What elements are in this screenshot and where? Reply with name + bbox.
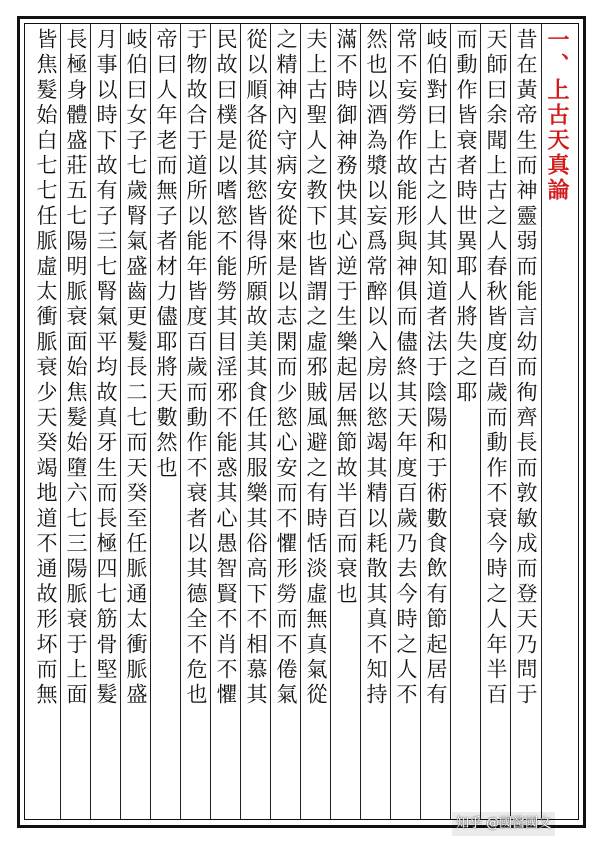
text-column-1: 昔在黃帝生而神靈弱而能言幼而徇齊長而敦敏成而登天乃問于 — [514, 28, 538, 709]
column-rule — [360, 24, 361, 819]
column-rule — [240, 24, 241, 819]
text-column-13: 帝曰人年老而無子者材力儘耶將天數然也 — [154, 28, 178, 482]
text-column-10: 從以順各從其慾皆得所願故美其食任其服樂其俗高下不相慕其 — [244, 28, 268, 709]
column-rule — [510, 24, 511, 819]
column-rule — [270, 24, 271, 819]
column-rule — [90, 24, 91, 819]
column-rule — [180, 24, 181, 819]
column-rule — [330, 24, 331, 819]
text-column-11: 民故曰樸是以嗜慾不能勞其目淫邪不能惑其心愚智賢不肖不懼 — [214, 28, 238, 709]
column-rule — [541, 24, 542, 819]
text-column-6: 然也以酒為漿以妄爲常醉以入房以慾竭其精以耗散其真不知持 — [364, 28, 388, 709]
text-column-3: 而動作皆衰者時世異耶人將失之耶 — [454, 28, 478, 406]
column-rule — [210, 24, 211, 819]
text-column-16: 長極身體盛莊五七陽明脈衰面始焦髮始墮六七三陽脈衰于上面 — [64, 28, 88, 709]
column-rule — [60, 24, 61, 819]
column-rule — [150, 24, 151, 819]
text-column-5: 常不妄勞作故能形與神俱而儘終其天年度百歲乃去今時之人不 — [394, 28, 418, 709]
text-column-14: 岐伯曰女子七歲腎氣盛齒更髮長二七而天癸至任脈通太衝脈盛 — [124, 28, 148, 709]
text-column-15: 月事以時下故有子三七腎氣平均故真牙生而長極四七筋骨堅髮 — [94, 28, 118, 709]
text-column-17: 皆焦髮始白七七任脈虛太衝脈衰少天癸竭地道不通故形坏而無 — [34, 28, 58, 709]
column-rule — [420, 24, 421, 819]
column-rule — [480, 24, 481, 819]
text-column-8: 夫上古聖人之教下也皆謂之虛邪賊風避之有時恬淡虛無真氣從 — [304, 28, 328, 709]
text-column-9: 之精神內守病安從來是以志閑而少慾心安而不懼形勞而不倦氣 — [274, 28, 298, 709]
text-column-12: 于物故合于道所以能年皆度百歲而動作不衰者以其德全不危也 — [184, 28, 208, 709]
text-column-7: 滿不時御神務快其心逆于生樂起居無節故半百而衰也 — [334, 28, 358, 608]
watermark: 知乎 @國醫國文 — [452, 812, 555, 836]
chapter-title: 一、上古天真論 — [544, 28, 569, 203]
column-rule — [450, 24, 451, 819]
column-rule — [120, 24, 121, 819]
text-column-4: 岐伯對曰上古之人其知道者法于陰陽和于術數食飲有節起居有 — [424, 28, 448, 709]
text-column-2: 天師曰余聞上古之人春秋皆度百歲而動作不衰今時之人年半百 — [484, 28, 508, 709]
column-rule — [300, 24, 301, 819]
column-rule — [390, 24, 391, 819]
